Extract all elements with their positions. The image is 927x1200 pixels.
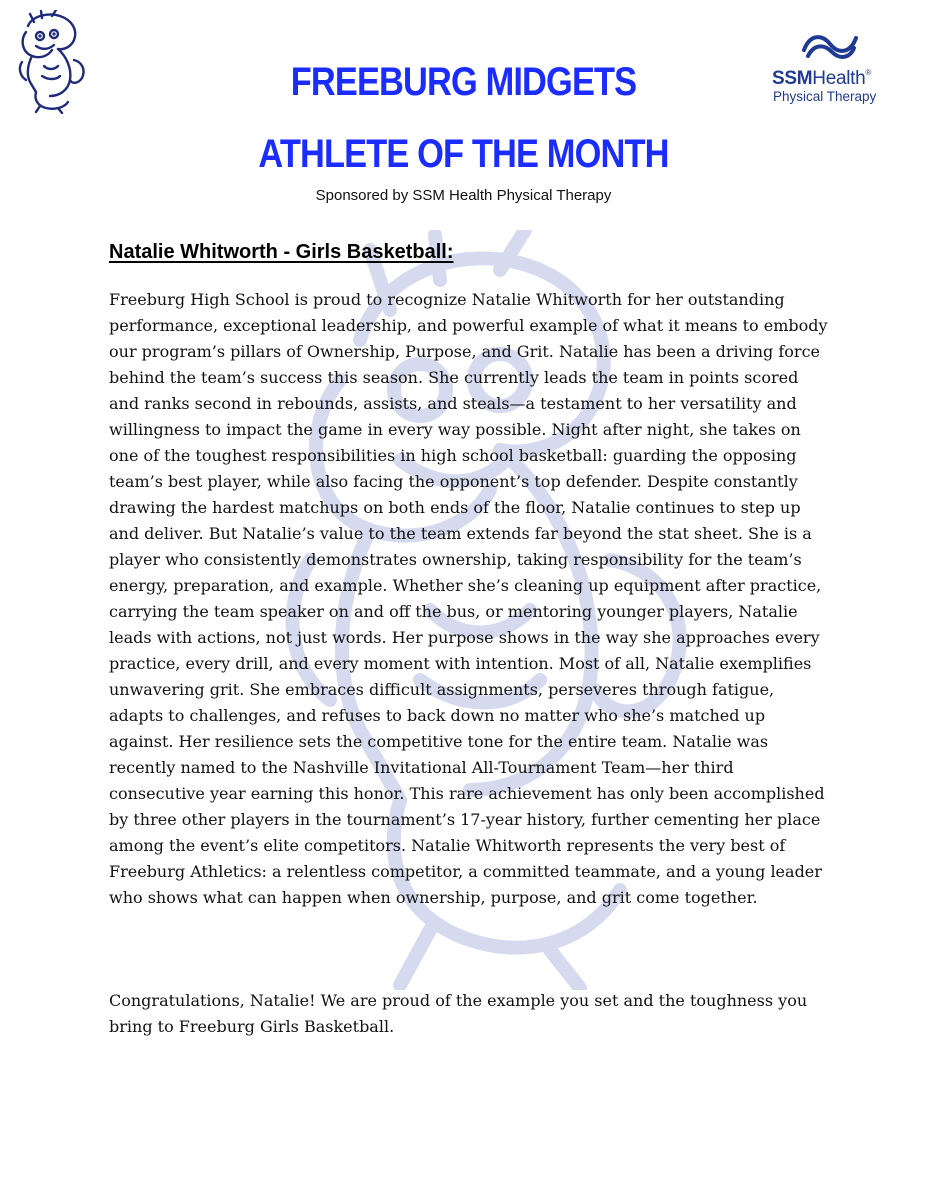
ssm-wave-icon	[800, 28, 860, 62]
sponsor-service: Physical Therapy	[773, 89, 877, 104]
article-body: Freeburg High School is proud to recognize Natalie Whitworth for her outstanding performance, exceptional leadership, and powerful example of what it means to embody our program’s pillars of Ownership, Purpose, and Grit. Natalie has been a driving force behind the team’s success this season. She currently leads the team in points scored and ranks second in rebounds, assists, and steals—a testament to her versatility and willingness to impact the game in every way possible. Night after night, she takes on one of the toughest responsibilities in high school basketball: guarding the opposing team’s best player, while also facing the opponent’s top defender. Despite constantly drawing the hardest matchups on both ends of the floor, Natalie continues to step up and deliver. But Natalie’s value to the team extends far beyond the stat sheet. She is a player who consistently demonstrates ownership, taking responsibility for the team’s energy, preparation, and example. Whether she’s cleaning up equipment after practice, carrying the team speaker on and off the bus, or mentoring younger players, Natalie leads with actions, not just words. Her purpose shows in the way she approaches every practice, every drill, and every moment with intention. Most of all, Natalie exemplifies unwavering grit. She embraces difficult assignments, perseveres through fatigue, adapts to challenges, and refuses to back down no matter who she’s matched up against. Her resilience sets the competitive tone for the entire team. Natalie was recently named to the Nashville Invitational All-Tournament Team—her third consecutive year earning this honor. This rare achievement has only been accomplished by three other players in the tournament’s 17-year history, further cementing her place among the event’s elite competitors. Natalie Whitworth represents the very best of Freeburg Athletics: a relentless competitor, a committed teammate, and a young leader who shows what can happen when ownership, purpose, and grit come together.	[109, 290, 828, 907]
page-title: FREEBURG MIDGETS	[290, 60, 637, 104]
article-heading: Natalie Whitworth - Girls Basketball:	[109, 241, 454, 263]
page-subtitle: ATHLETE OF THE MONTH	[258, 132, 669, 176]
article-closing: Congratulations, Natalie! We are proud of the example you set and the toughness you bring to Freeburg Girls Basketball.	[109, 991, 808, 1036]
sponsor-line: Sponsored by SSM Health Physical Therapy	[315, 187, 612, 204]
sponsor-brand: SSMHealth®	[772, 68, 872, 89]
